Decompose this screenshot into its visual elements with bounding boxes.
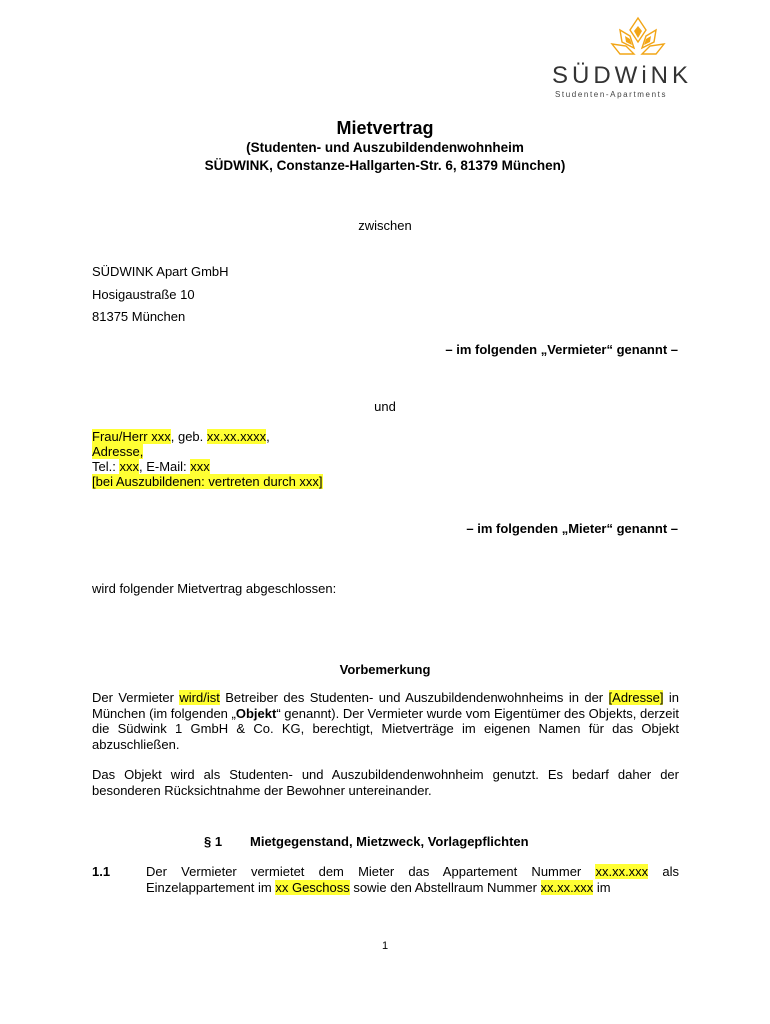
apartment-number-placeholder: xx.xx.xxx bbox=[595, 864, 649, 879]
tel-prefix: Tel.: bbox=[92, 459, 120, 474]
landlord-city: 81375 München bbox=[92, 309, 186, 324]
preamble-heading: Vorbemerkung bbox=[339, 662, 431, 677]
item-1-1-number: 1.1 bbox=[92, 864, 111, 879]
item-text-b: als Einzelappartement im bbox=[146, 864, 679, 895]
contract-subtitle-line1: (Studenten- und Auszubildendenwohnheim bbox=[246, 140, 524, 155]
page-number: 1 bbox=[381, 940, 389, 952]
item-1-1-text bbox=[146, 864, 679, 896]
address-suffix: , bbox=[139, 444, 144, 459]
email-prefix: , E-Mail: bbox=[138, 459, 191, 474]
section-1-number: § 1 bbox=[204, 834, 223, 849]
p1-text-c: in München (im folgenden „ bbox=[92, 690, 679, 721]
tenant-name-placeholder: Frau/Herr xxx bbox=[92, 429, 171, 444]
landlord-name: SÜDWINK Apart GmbH bbox=[92, 264, 229, 279]
closing-text: wird folgender Mietvertrag abgeschlossen: bbox=[92, 581, 337, 596]
landlord-street: Hosigaustraße 10 bbox=[92, 287, 195, 302]
preamble-paragraph-1 bbox=[92, 690, 679, 752]
tenant-name-line bbox=[92, 429, 270, 444]
item-text-d: im bbox=[593, 880, 611, 895]
tenant-representation-line bbox=[92, 474, 323, 489]
operator-status-placeholder: wird/ist bbox=[179, 690, 220, 705]
section-1-title: Mietgegenstand, Mietzweck, Vorlagepflichten bbox=[250, 834, 529, 849]
tenant-contact-line bbox=[92, 459, 210, 474]
p1-text-d: “ genannt). Der Vermieter wurde vom Eigentümer des Objekts, derzeit die Südwink 1 GmbH & Co. KG, berechtigt, Mietverträge im eigenen Namen für das Objekt abzuschließen. bbox=[92, 705, 679, 752]
between-label: zwischen bbox=[358, 218, 412, 233]
preamble-paragraph-2: Das Objekt wird als Studenten- und Auszubildendenwohnheim genutzt. Es bedarf daher der besonderen Rücksichtnahme der Bewohner untereinander. bbox=[92, 767, 679, 798]
tenant-address-placeholder: Adresse bbox=[92, 444, 140, 459]
suedwink-logo bbox=[548, 14, 692, 99]
p1-text-b: Betreiber des Studenten- und Auszubildendenwohnheims in der bbox=[219, 690, 609, 705]
contract-subtitle-line2: SÜDWINK, Constanze-Hallgarten-Str. 6, 81379 München) bbox=[204, 158, 566, 173]
representation-placeholder: [bei Auszubildenen: vertreten durch xxx] bbox=[92, 474, 323, 489]
email-placeholder: xxx bbox=[190, 459, 210, 474]
tenant-role: – im folgenden „Mieter“ genannt – bbox=[466, 521, 678, 536]
p1-text-a: Der Vermieter bbox=[92, 690, 180, 705]
birth-suffix: , bbox=[266, 429, 270, 444]
storage-room-placeholder: xx.xx.xxx bbox=[540, 880, 594, 895]
tel-placeholder: xxx bbox=[119, 459, 139, 474]
tenant-address-line bbox=[92, 444, 143, 459]
item-text-c: sowie den Abstellraum Nummer bbox=[349, 880, 541, 895]
landlord-role: – im folgenden „Vermieter“ genannt – bbox=[445, 342, 678, 357]
object-term: Objekt bbox=[235, 705, 277, 721]
and-label: und bbox=[374, 399, 396, 414]
birth-prefix: , geb. bbox=[170, 429, 207, 444]
floor-placeholder: xx Geschoss bbox=[275, 880, 350, 895]
item-text-a: Der Vermieter vermietet dem Mieter das Appartement Nummer bbox=[146, 864, 596, 879]
logo-wordmark: SÜDWiNK bbox=[552, 62, 692, 89]
address-placeholder: [Adresse] bbox=[608, 690, 664, 705]
logo-tagline: Studenten-Apartments bbox=[555, 90, 668, 99]
diamond-logo-icon bbox=[608, 14, 668, 60]
birth-date-placeholder: xx.xx.xxxx bbox=[206, 429, 267, 444]
contract-title: Mietvertrag bbox=[336, 118, 434, 138]
